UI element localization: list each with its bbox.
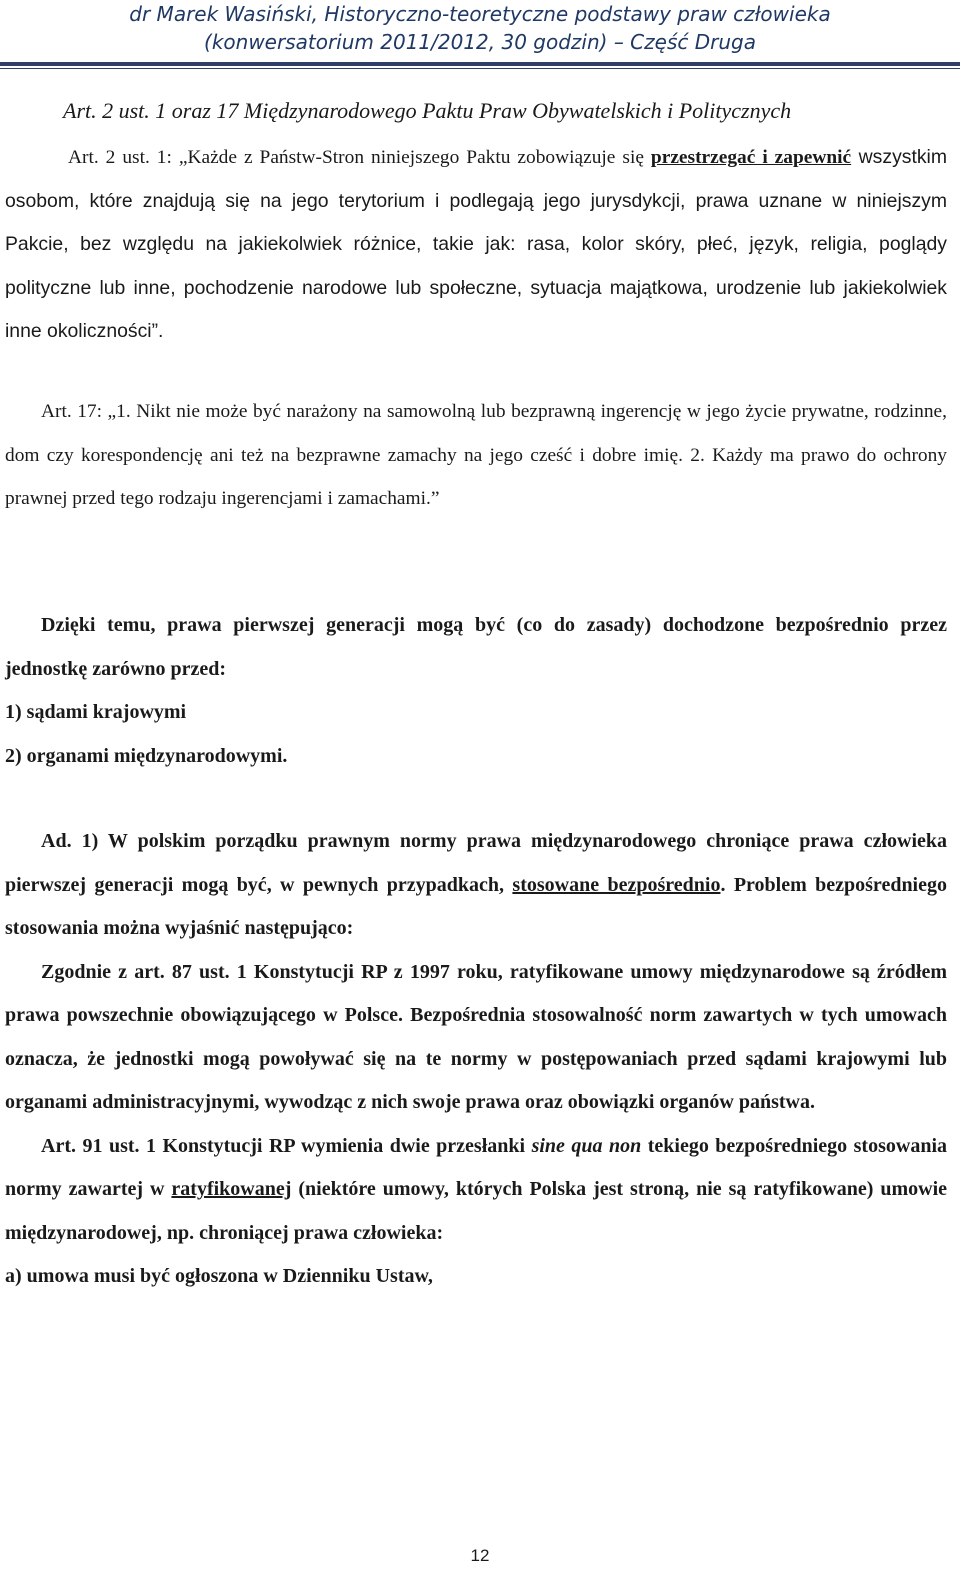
running-header <box>0 0 960 56</box>
art2-prefix: Art. 2 ust. 1: „Każde z Państw-Stron niniejszego Paktu zobowiązuje się <box>68 147 651 168</box>
ad-item-a: a) umowa musi być ogłoszona w Dzienniku Ustaw, <box>5 1265 433 1287</box>
page-number: 12 <box>470 1546 490 1565</box>
art17-paragraph <box>5 390 947 521</box>
ad-para3-b: tekiego bezpośredniego stosowania normy zawartej w <box>5 1134 947 1200</box>
ad-prefix: Ad. 1) W polskim porządku prawnym normy prawa międzynarodowego chroniące prawa człowieka pierwszej generacji mogą być, w pewnych przypadkach, <box>5 830 947 896</box>
ad-underlined: stosowane bezpośrednio <box>512 873 721 896</box>
ad-para3-a: Art. 91 ust. 1 Konstytucji RP wymienia dwie przesłanki <box>41 1134 532 1157</box>
ad-rest: . Problem bezpośredniego stosowania można wyjaśnić następująco: <box>5 873 947 939</box>
header-rule <box>0 62 960 66</box>
ad-para3-underlined: ratyfikowanej <box>171 1178 292 1200</box>
ad-section <box>5 820 947 1299</box>
dzieki-paragraph <box>5 604 947 778</box>
dzieki-item-2: 2) organami międzynarodowymi. <box>5 744 288 767</box>
header-line-1: dr Marek Wasiński, Historyczno-teoretyczne podstawy praw człowieka <box>129 2 831 26</box>
dzieki-item-1: 1) sądami krajowymi <box>5 701 187 723</box>
header-line-2: (konwersatorium 2011/2012, 30 godzin) – Część Druga <box>204 30 756 54</box>
art2-paragraph <box>5 136 947 354</box>
art2-underlined: przestrzegać i zapewnić <box>650 147 852 168</box>
ad-para3-c: (niektóre umowy, których Polska jest stroną, nie są ratyfikowane) umowie międzynarodowej, np. chroniącej prawa człowieka: <box>5 1178 948 1244</box>
art17-text: Art. 17: „1. Nikt nie może być narażony na samowolną lub bezprawną ingerencję w jego życie prywatne, rodzinne, dom czy korespondencję ani też na bezprawne zamachy na jego cześć i dobre imię. 2. Każdy ma prawo do ochrony prawnej przed tego rodzaju ingerencjami i zamachami.” <box>5 401 947 509</box>
dzieki-text: Dzięki temu, prawa pierwszej generacji mogą być (co do zasady) dochodzone bezpośrednio przez jednostkę zarówno przed: <box>5 614 947 680</box>
art2-rest: wszystkim osobom, które znajdują się na jego terytorium i podlegają jego jurysdykcji, prawa uznane w niniejszym Pakcie, bez względu na jakiekolwiek różnice, takie jak: rasa, kolor skóry, płeć, język, religia, poglądy polityczne lub inne, pochodzenie narodowe lub społeczne, sytuacja majątkowa, urodzenie lub jakiekolwiek inne okoliczności”. <box>5 146 947 342</box>
ad-para2: Zgodnie z art. 87 ust. 1 Konstytucji RP z 1997 roku, ratyfikowane umowy międzynarodowe są źródłem prawa powszechnie obowiązującego w Polsce. Bezpośrednia stosowalność norm zawartych w tych umowach oznacza, że jednostki mogą powoływać się na te normy w postępowaniach przed sądami krajowymi lub organami administracyjnymi, wywodząc z nich swoje prawa oraz obowiązki organów państwa. <box>5 960 947 1113</box>
section-title: Art. 2 ust. 1 oraz 17 Międzynarodowego Paktu Praw Obywatelskich i Politycznych <box>63 98 792 123</box>
header-rule-thin <box>0 68 960 69</box>
ad-para3-italic: sine qua non <box>531 1134 642 1157</box>
